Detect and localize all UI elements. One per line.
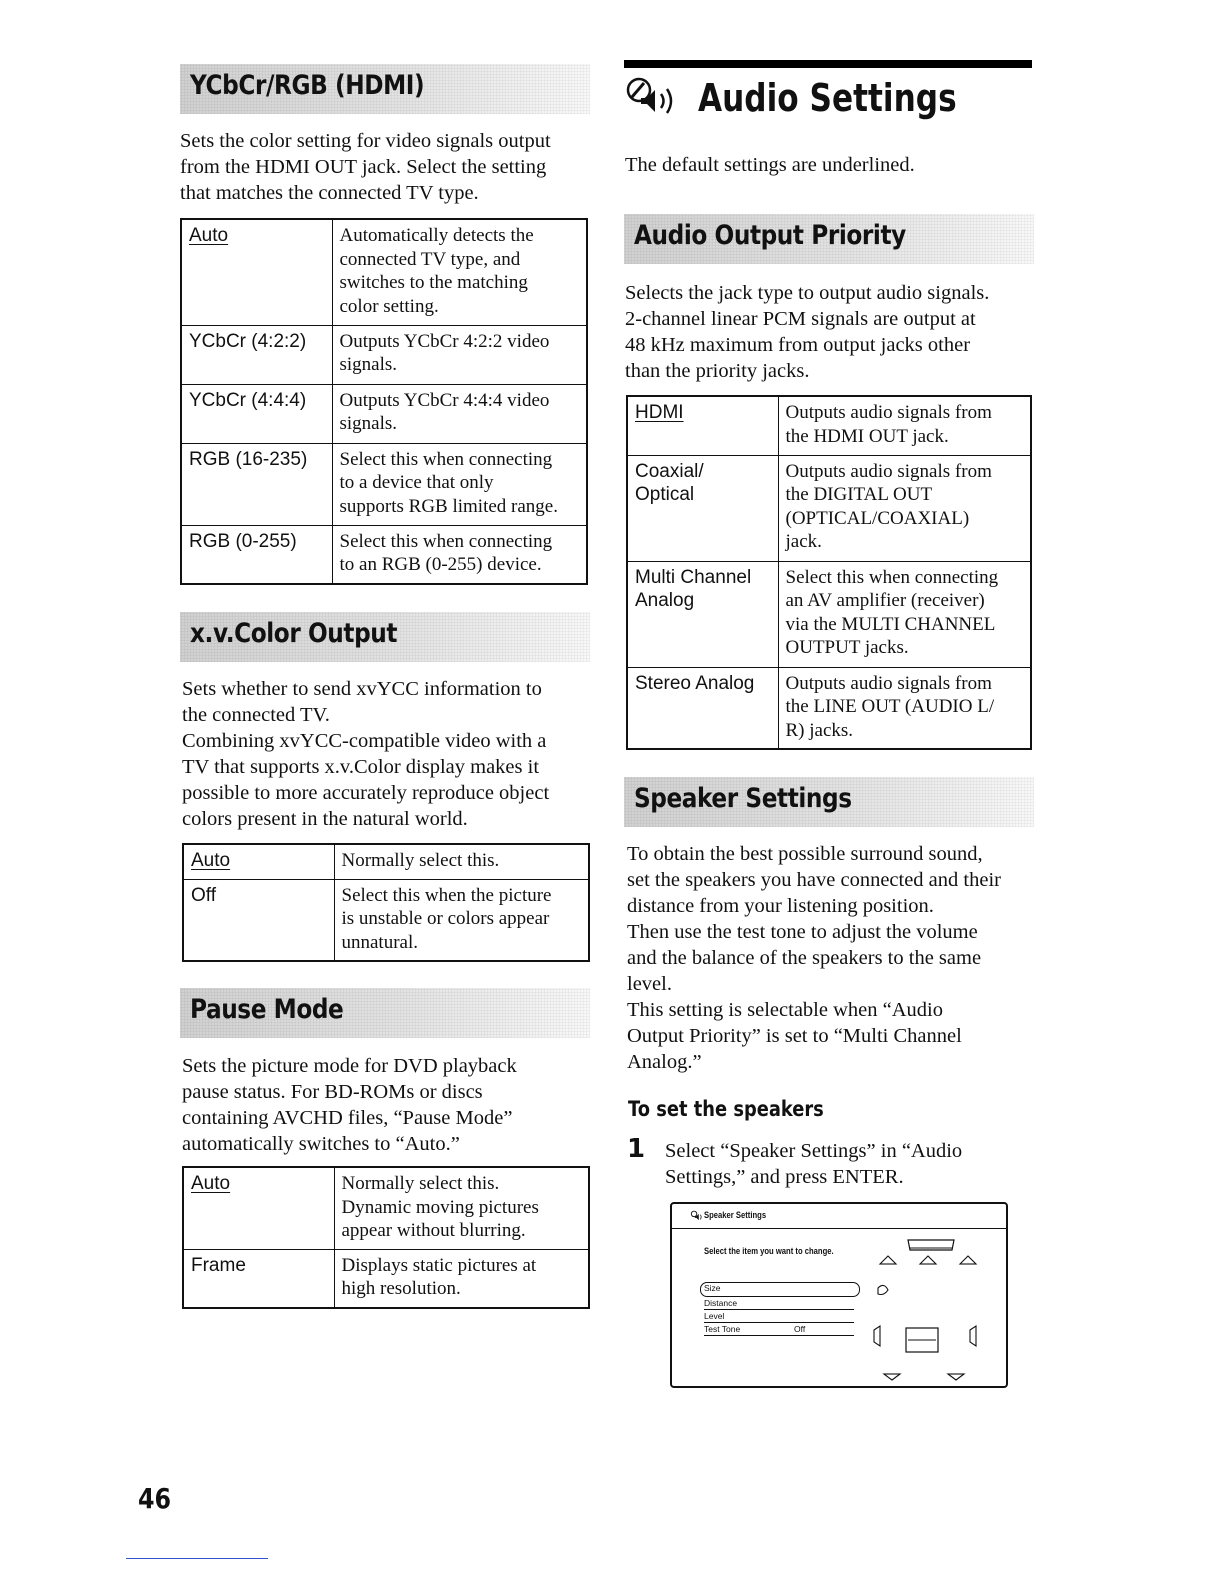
table-row bbox=[627, 561, 1031, 667]
option-key: RGB (0-255) bbox=[181, 525, 332, 584]
speaker-layout-diagram bbox=[862, 1234, 1002, 1384]
footer-rule bbox=[126, 1558, 268, 1559]
table-row bbox=[181, 525, 587, 584]
text-line: To obtain the best possible surround sound, bbox=[627, 843, 983, 865]
text-line: automatically switches to “Auto.” bbox=[182, 1133, 460, 1155]
text-line: Analog.” bbox=[627, 1051, 702, 1073]
step-text bbox=[665, 1138, 1035, 1190]
option-desc: Automatically detects the connected TV type, and switches to the matching color setting. bbox=[332, 219, 587, 325]
option-desc: Select this when connecting to a device that only supports RGB limited range. bbox=[332, 443, 587, 525]
pause-heading-band bbox=[180, 988, 590, 1038]
table-row bbox=[181, 384, 587, 443]
audio-output-options-table bbox=[626, 395, 1032, 750]
set-speakers-subheading: To set the speakers bbox=[628, 1097, 824, 1121]
text-line: Selects the jack type to output audio signals. bbox=[625, 282, 990, 304]
pause-heading: Pause Mode bbox=[190, 994, 344, 1025]
option-desc: Select this when connecting to an RGB (0-255) device. bbox=[332, 525, 587, 584]
table-row bbox=[183, 844, 589, 879]
menu-item-test-tone[interactable]: Test Tone Off bbox=[704, 1324, 854, 1336]
audio-output-description bbox=[625, 280, 1045, 384]
chapter-title: Audio Settings bbox=[698, 76, 957, 120]
ycbcr-options-table bbox=[180, 218, 588, 585]
option-desc: Outputs audio signals from the LINE OUT (AUDIO L/ R) jacks. bbox=[778, 667, 1031, 749]
option-key: Multi Channel Analog bbox=[627, 561, 778, 667]
test-tone-value: Off bbox=[794, 1324, 806, 1334]
text-line: distance from your listening position. bbox=[627, 895, 934, 917]
xvcolor-options-table bbox=[182, 843, 590, 962]
text-line: level. bbox=[627, 973, 672, 995]
screen-header bbox=[672, 1204, 1006, 1229]
text-line: colors present in the natural world. bbox=[182, 808, 468, 830]
pause-options-table bbox=[182, 1166, 590, 1309]
text-line: Then use the test tone to adjust the volume bbox=[627, 921, 978, 943]
text-line: containing AVCHD files, “Pause Mode” bbox=[182, 1107, 513, 1129]
ycbcr-heading-band bbox=[180, 64, 590, 114]
table-row bbox=[183, 1249, 589, 1308]
page-number: 46 bbox=[138, 1482, 172, 1515]
option-key: YCbCr (4:4:4) bbox=[181, 384, 332, 443]
text-line: from the HDMI OUT jack. Select the setting bbox=[180, 156, 547, 178]
option-key: Auto bbox=[189, 225, 229, 246]
chapter-top-bar bbox=[624, 60, 1032, 68]
text-line: 2-channel linear PCM signals are output at bbox=[625, 308, 976, 330]
menu-item-distance[interactable]: Distance bbox=[704, 1298, 854, 1310]
text-line: than the priority jacks. bbox=[625, 360, 810, 382]
text-line: possible to more accurately reproduce object bbox=[182, 782, 550, 804]
xvcolor-description bbox=[182, 676, 602, 832]
text-line: TV that supports x.v.Color display makes it bbox=[182, 756, 540, 778]
text-line: 48 kHz maximum from output jacks other bbox=[625, 334, 971, 356]
option-key: Auto bbox=[191, 850, 231, 871]
text-line: Select “Speaker Settings” in “Audio bbox=[665, 1140, 963, 1162]
option-key: Stereo Analog bbox=[627, 667, 778, 749]
audio-settings-icon bbox=[624, 72, 694, 120]
audio-output-heading-band bbox=[624, 214, 1034, 264]
option-desc: Outputs audio signals from the DIGITAL OUT (OPTICAL/COAXIAL) jack. bbox=[778, 455, 1031, 561]
text-line: Sets the picture mode for DVD playback bbox=[182, 1055, 517, 1077]
table-row bbox=[181, 325, 587, 384]
text-line: Sets the color setting for video signals output bbox=[180, 130, 551, 152]
menu-item-size[interactable]: Size bbox=[704, 1283, 721, 1293]
option-desc: Normally select this. Dynamic moving pictures appear without blurring. bbox=[334, 1167, 589, 1249]
table-row bbox=[627, 667, 1031, 749]
xvcolor-heading-band bbox=[180, 612, 590, 662]
step-number: 1 bbox=[627, 1134, 646, 1164]
text-line: the connected TV. bbox=[182, 704, 330, 726]
option-key: Off bbox=[183, 879, 334, 961]
table-row bbox=[183, 879, 589, 961]
text-line: that matches the connected TV type. bbox=[180, 182, 479, 204]
option-desc: Select this when the picture is unstable or colors appear unnatural. bbox=[334, 879, 589, 961]
text-line: pause status. For BD-ROMs or discs bbox=[182, 1081, 483, 1103]
pause-description bbox=[182, 1053, 602, 1157]
text-line: Sets whether to send xvYCC information to bbox=[182, 678, 542, 700]
table-row bbox=[627, 455, 1031, 561]
table-row bbox=[183, 1167, 589, 1249]
text-line: and the balance of the speakers to the same bbox=[627, 947, 982, 969]
option-key: HDMI bbox=[635, 402, 684, 423]
speaker-heading-band bbox=[624, 777, 1034, 827]
option-desc: Outputs audio signals from the HDMI OUT jack. bbox=[778, 396, 1031, 455]
menu-item-level[interactable]: Level bbox=[704, 1311, 854, 1323]
text-line: Settings,” and press ENTER. bbox=[665, 1166, 904, 1188]
option-desc: Outputs YCbCr 4:2:2 video signals. bbox=[332, 325, 587, 384]
table-row bbox=[627, 396, 1031, 455]
text-line: This setting is selectable when “Audio bbox=[627, 999, 943, 1021]
speaker-settings-screen bbox=[670, 1202, 1008, 1388]
ycbcr-description bbox=[180, 128, 600, 206]
defaults-note: The default settings are underlined. bbox=[625, 154, 915, 176]
xvcolor-heading: x.v.Color Output bbox=[190, 618, 398, 649]
table-row bbox=[181, 443, 587, 525]
option-key: Frame bbox=[183, 1249, 334, 1308]
screen-instruction: Select the item you want to change. bbox=[704, 1246, 834, 1256]
table-row bbox=[181, 219, 587, 325]
option-key: Auto bbox=[191, 1173, 231, 1194]
option-desc: Outputs YCbCr 4:4:4 video signals. bbox=[332, 384, 587, 443]
option-desc: Displays static pictures at high resolution. bbox=[334, 1249, 589, 1308]
speaker-description bbox=[627, 841, 1047, 1075]
option-desc: Normally select this. bbox=[334, 844, 589, 879]
text-line: Combining xvYCC-compatible video with a bbox=[182, 730, 547, 752]
speaker-heading: Speaker Settings bbox=[634, 783, 852, 814]
text-line: Output Priority” is set to “Multi Channel bbox=[627, 1025, 962, 1047]
option-key: RGB (16-235) bbox=[181, 443, 332, 525]
option-key: YCbCr (4:2:2) bbox=[181, 325, 332, 384]
text-line: set the speakers you have connected and their bbox=[627, 869, 1001, 891]
ycbcr-heading: YCbCr/RGB (HDMI) bbox=[190, 70, 425, 101]
audio-output-heading: Audio Output Priority bbox=[634, 220, 906, 251]
option-desc: Select this when connecting an AV amplifier (receiver) via the MULTI CHANNEL OUTPUT jacks. bbox=[778, 561, 1031, 667]
option-key: Coaxial/ Optical bbox=[627, 455, 778, 561]
screen-header-title: Speaker Settings bbox=[704, 1210, 767, 1220]
